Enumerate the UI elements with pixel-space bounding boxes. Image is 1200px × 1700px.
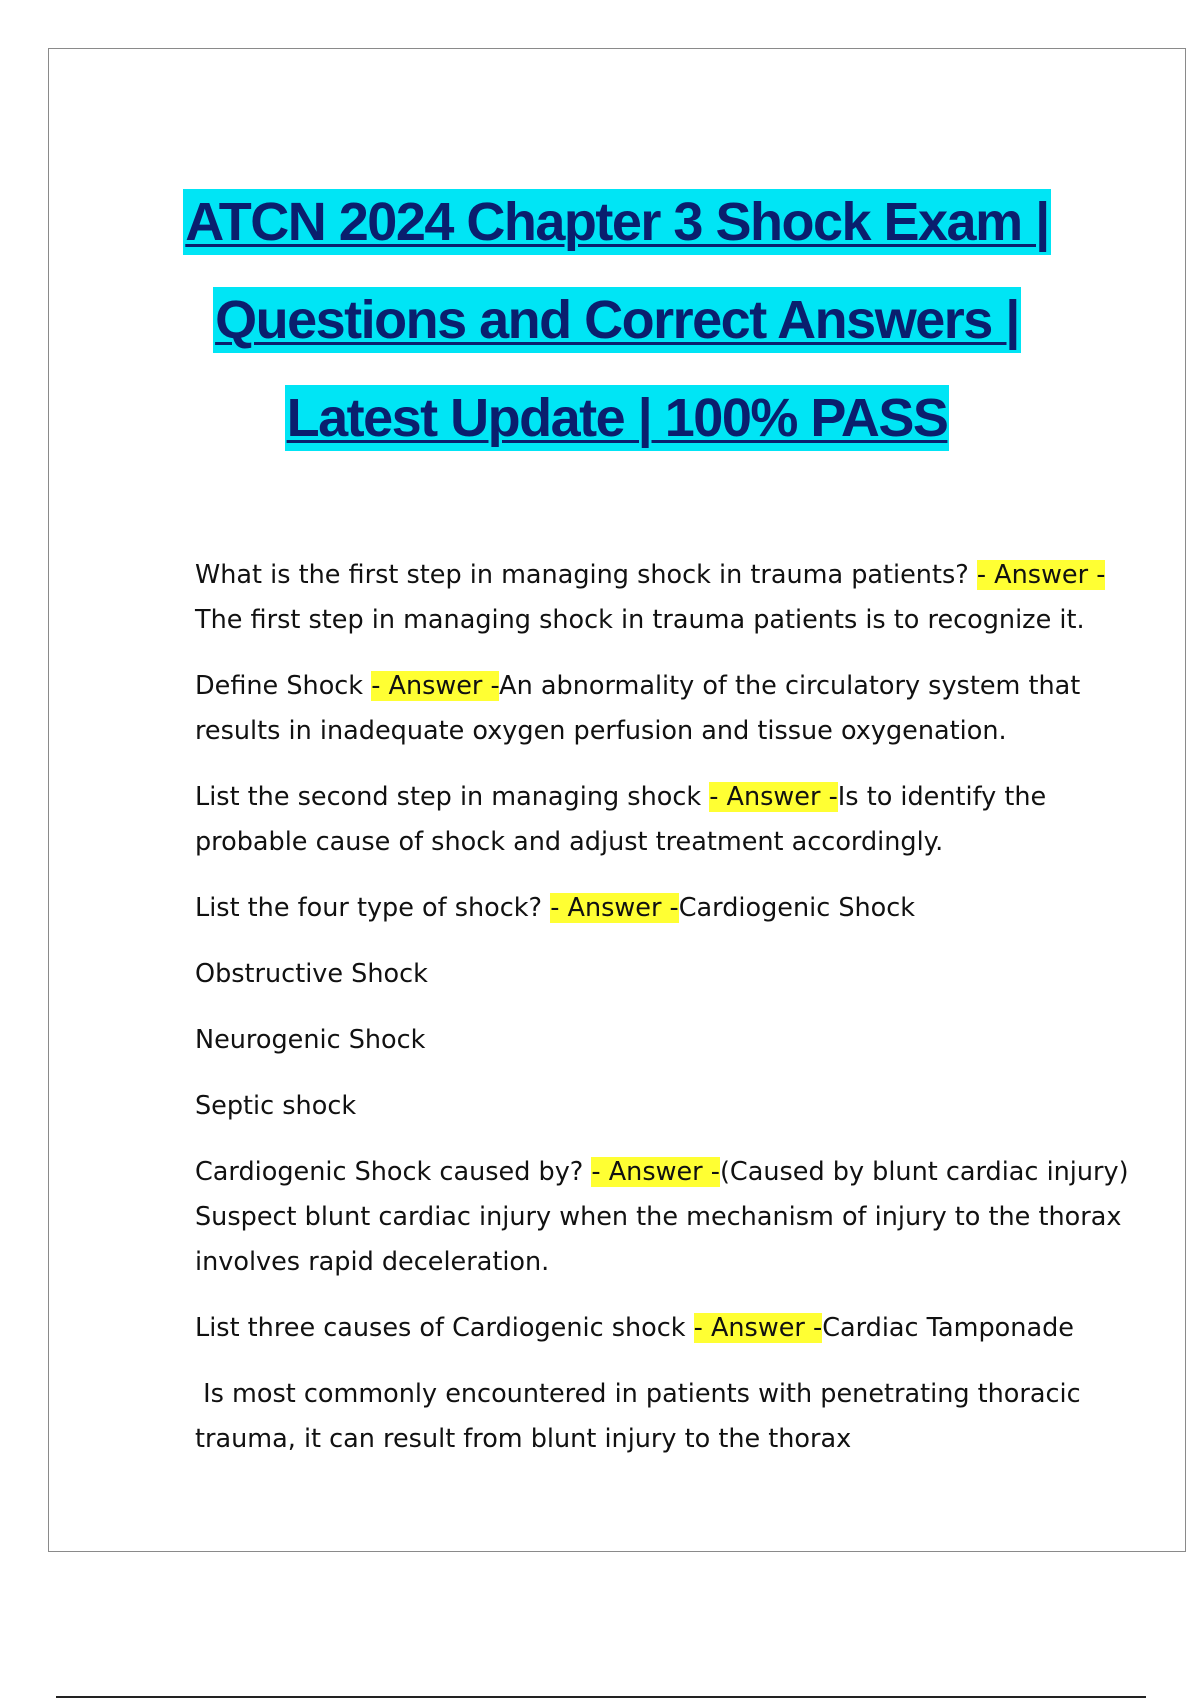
question-text: List the four type of shock? xyxy=(195,893,551,923)
answer-continuation: Neurogenic Shock xyxy=(195,1025,426,1055)
answer-text: An abnormality of the circulatory system that results in inadequate oxygen perfusion and tissue oxygenation. xyxy=(195,671,1081,746)
answer-continuation: Is most commonly encountered in patients with penetrating thoracic trauma, it can result from blunt injury to the thorax xyxy=(195,1379,1089,1454)
qa-entry xyxy=(195,1306,1155,1351)
title-line-1 xyxy=(49,189,1185,287)
question-text: What is the first step in managing shock in trauma patients? xyxy=(195,560,977,590)
document-title xyxy=(49,189,1185,483)
answer-continuation: Obstructive Shock xyxy=(195,959,428,989)
answer-marker: - Answer - xyxy=(591,1157,720,1187)
bottom-divider xyxy=(56,1696,1146,1698)
answer-text: Cardiac Tamponade xyxy=(822,1313,1074,1343)
question-text: Cardiogenic Shock caused by? xyxy=(195,1157,592,1187)
qa-entry xyxy=(195,553,1155,643)
qa-entry xyxy=(195,664,1155,754)
answer-marker: - Answer - xyxy=(371,671,500,701)
title-line-3 xyxy=(49,385,1185,483)
qa-entry xyxy=(195,775,1155,865)
title-text: ATCN 2024 Chapter 3 Shock Exam | xyxy=(183,189,1050,255)
qa-entry xyxy=(195,1150,1155,1285)
answer-text: Is to identify the probable cause of shock and adjust treatment accordingly. xyxy=(195,782,1047,857)
title-text: Latest Update | 100% PASS xyxy=(285,385,950,451)
answer-text: Cardiogenic Shock xyxy=(678,893,916,923)
title-line-2 xyxy=(49,287,1185,385)
answer-marker: - Answer - xyxy=(976,560,1106,590)
page-frame xyxy=(48,48,1186,1552)
answer-continuation: Septic shock xyxy=(195,1091,357,1121)
answer-marker: - Answer - xyxy=(693,1313,823,1343)
answer-text: (Caused by blunt cardiac injury) Suspect blunt cardiac injury when the mechanism of injury to the thorax involves rapid deceleration. xyxy=(195,1157,1129,1277)
qa-content xyxy=(195,553,1155,1483)
question-text: List three causes of Cardiogenic shock xyxy=(195,1313,694,1343)
qa-entry xyxy=(195,886,1155,931)
answer-marker: - Answer - xyxy=(709,782,838,812)
title-text: Questions and Correct Answers | xyxy=(213,287,1021,353)
question-text: List the second step in managing shock xyxy=(195,782,710,812)
answer-marker: - Answer - xyxy=(550,893,679,923)
answer-text: The first step in managing shock in trauma patients is to recognize it. xyxy=(195,605,1085,635)
question-text: Define Shock xyxy=(195,671,372,701)
